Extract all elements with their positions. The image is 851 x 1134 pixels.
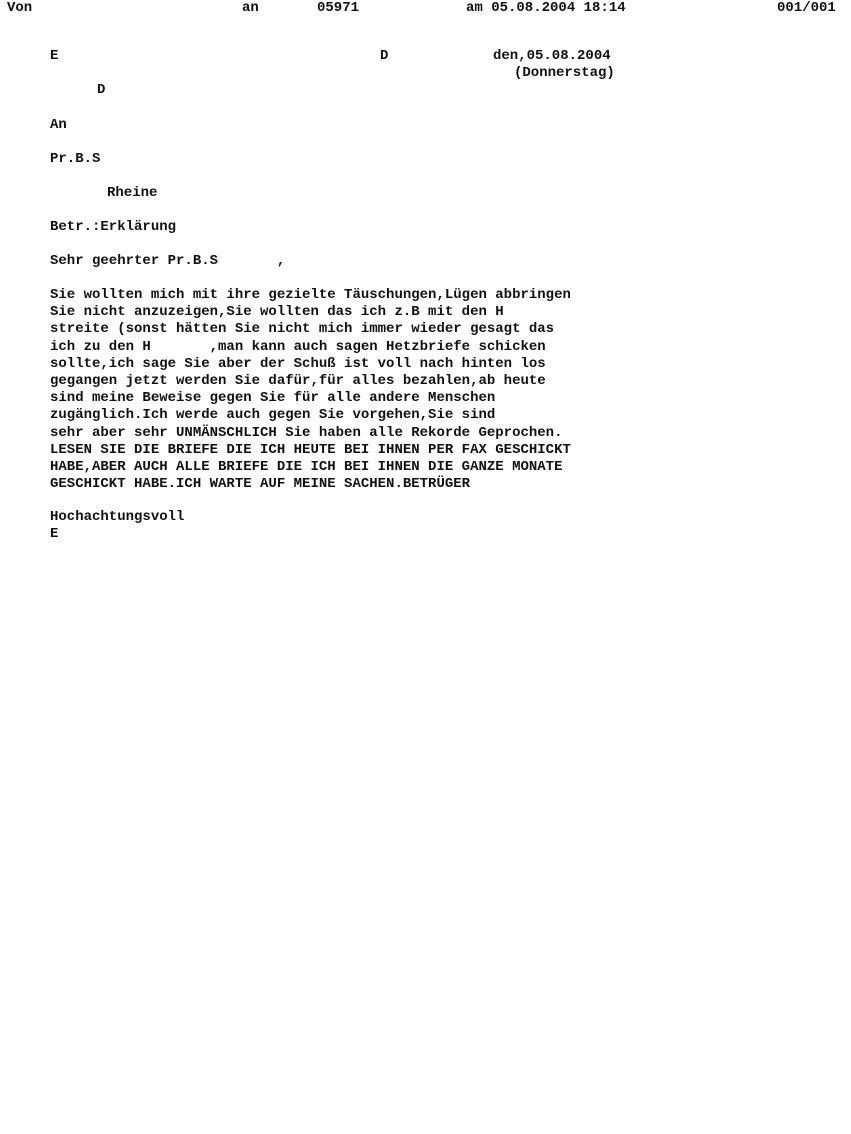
letter-salutation: Sehr geehrter Pr.B.S ,	[50, 253, 286, 269]
body-line: sollte,ich sage Sie aber der Schuß ist voll nach hinten los	[50, 355, 546, 372]
sender-line-2: D	[97, 82, 106, 98]
address-prefix: An	[50, 117, 67, 133]
body-line: ich zu den H ,man kann auch sagen Hetzbriefe schicken	[50, 338, 546, 355]
body-line: sehr aber sehr UNMÄNSCHLICH Sie haben alle Rekorde Geprochen.	[50, 424, 563, 441]
body-line: sind meine Beweise gegen Sie für alle andere Menschen	[50, 390, 496, 407]
letter-closing: Hochachtungsvoll	[50, 509, 185, 525]
body-line: GESCHICKT HABE.ICH WARTE AUF MEINE SACHEN.BETRÜGER	[50, 476, 471, 493]
sender-initial: E	[50, 48, 59, 64]
fax-header-to-label: an	[242, 0, 259, 16]
body-line: Sie wollten mich mit ihre gezielte Täuschungen,Lügen abbringen	[50, 287, 571, 303]
letter-date: den,05.08.2004	[493, 48, 611, 64]
body-line: streite (sonst hätten Sie nicht mich immer wieder gesagt das	[50, 321, 555, 338]
body-line: zugänglich.Ich werde auch gegen Sie vorgehen,Sie sind	[50, 407, 496, 424]
fax-header-from-label: Von	[7, 0, 33, 16]
fax-header-page-count: 001/001	[777, 0, 836, 16]
body-line: gegangen jetzt werden Sie dafür,für alles bezahlen,ab heute	[50, 373, 546, 390]
letter-weekday: (Donnerstag)	[514, 65, 615, 81]
fax-header-number: 05971	[317, 0, 360, 16]
letter-subject: Betr.:Erklärung	[50, 219, 177, 235]
recipient-city: Rheine	[107, 185, 158, 201]
letter-body	[50, 287, 571, 493]
recipient-name: Pr.B.S	[50, 151, 101, 167]
letter-signature: E	[50, 526, 59, 542]
body-line: Sie nicht anzuzeigen,Sie wollten das ich z.B mit den H	[50, 304, 504, 321]
sender-place: D	[380, 48, 389, 64]
body-line: LESEN SIE DIE BRIEFE DIE ICH HEUTE BEI IHNEN PER FAX GESCHICKT	[50, 441, 571, 458]
fax-header-timestamp: am 05.08.2004 18:14	[466, 0, 626, 16]
body-line: HABE,ABER AUCH ALLE BRIEFE DIE ICH BEI IHNEN DIE GANZE MONATE	[50, 459, 563, 476]
